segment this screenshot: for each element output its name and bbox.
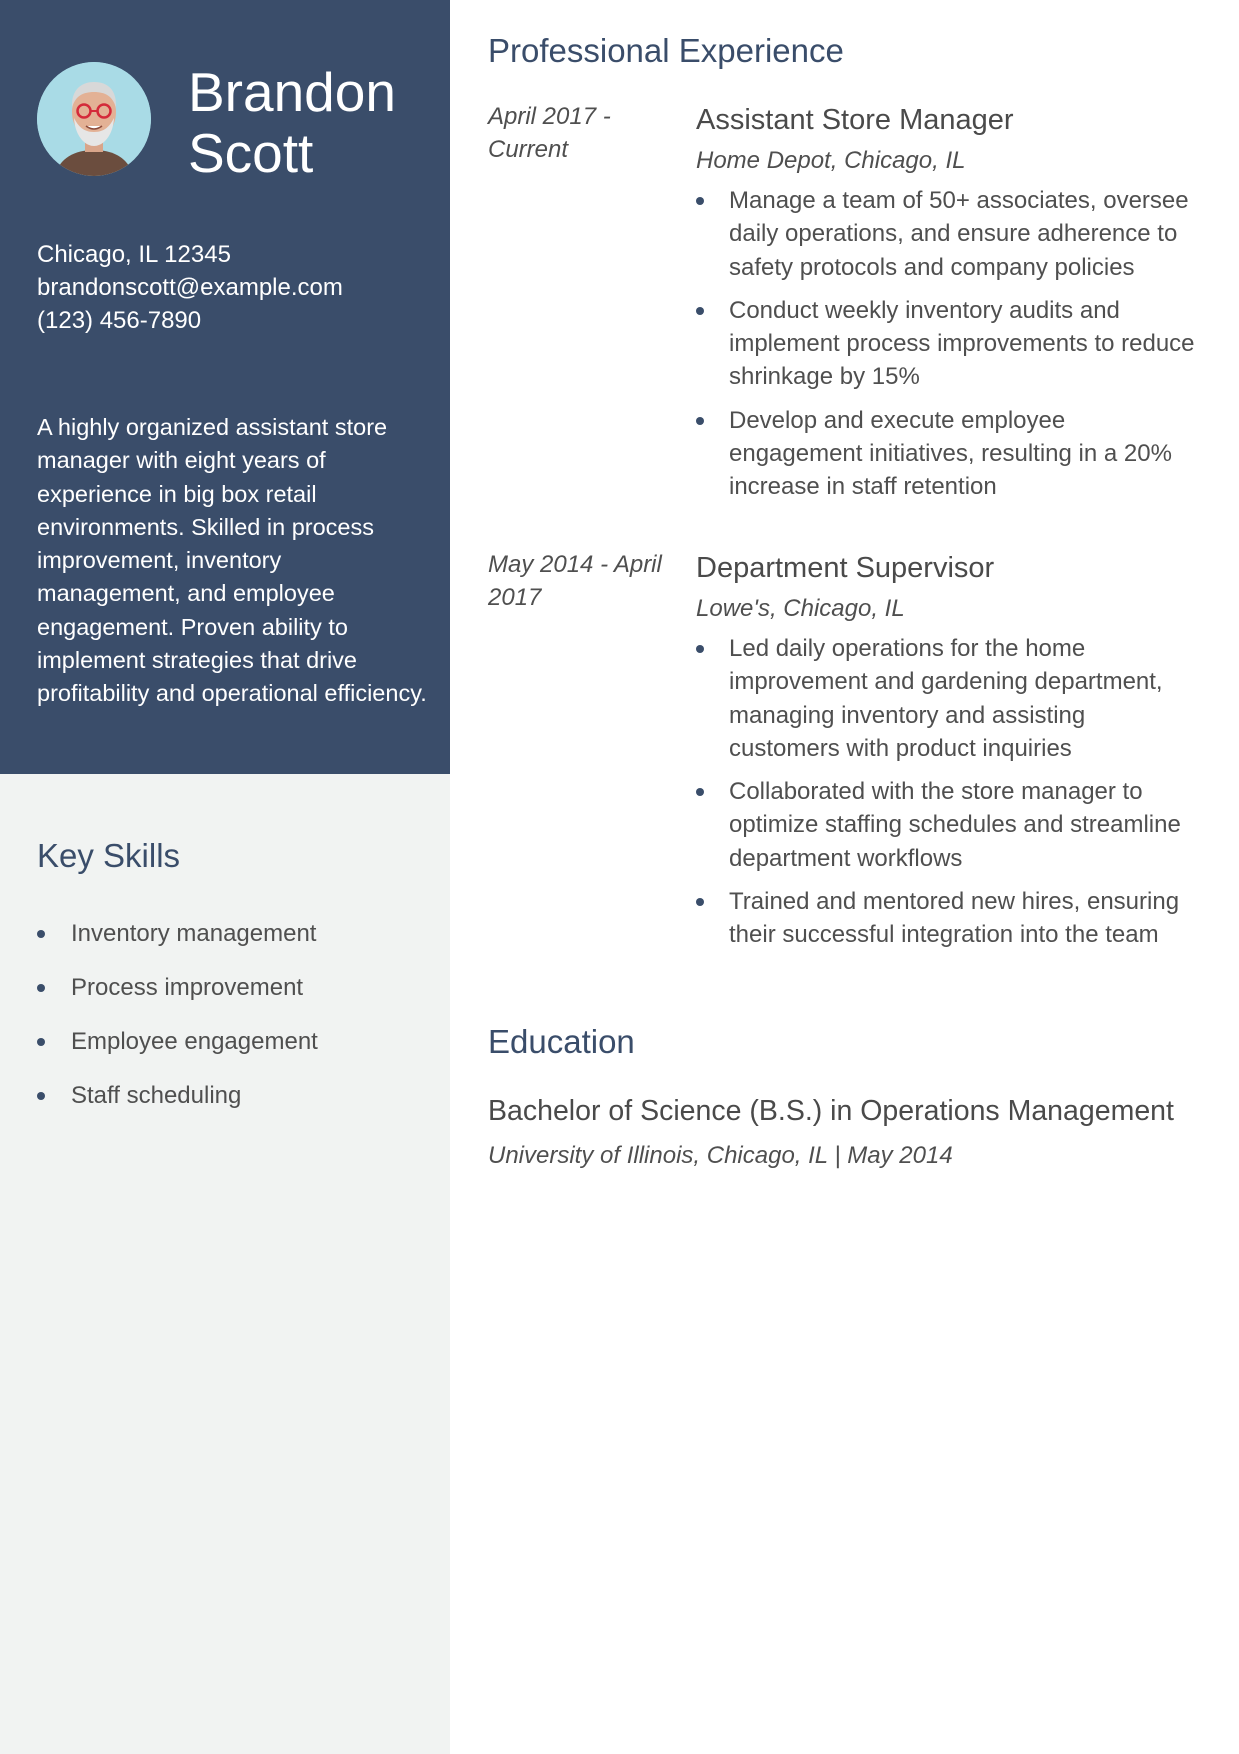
job-details xyxy=(696,548,1196,962)
job-dates: May 2014 - April 2017 xyxy=(488,551,662,611)
bullet-icon xyxy=(696,898,704,906)
skill-label: Inventory management xyxy=(71,920,317,947)
job-title: Assistant Store Manager xyxy=(696,104,1014,136)
job-bullets xyxy=(696,184,1196,504)
experience-heading: Professional Experience xyxy=(488,32,844,69)
job-bullet xyxy=(696,775,1196,875)
contact-info xyxy=(37,238,343,337)
job-bullet-text: Trained and mentored new hires, ensuring their successful integration into the team xyxy=(729,888,1180,949)
job-company: Lowe's, Chicago, IL xyxy=(696,595,905,622)
job-bullet xyxy=(696,294,1196,394)
job-bullet xyxy=(696,885,1196,952)
job-bullets xyxy=(696,632,1196,952)
skills-list xyxy=(37,916,318,1132)
job-bullet xyxy=(696,184,1196,284)
job-bullet-text: Collaborated with the store manager to optimize staffing schedules and streamline department workflows xyxy=(729,778,1181,872)
job-bullet-text: Manage a team of 50+ associates, oversee daily operations, and ensure adherence to safety protocols and company policies xyxy=(729,187,1189,281)
job-bullet-text: Led daily operations for the home improvement and gardening department, managing inventory and assisting customers with product inquiries xyxy=(729,635,1163,762)
job-dates: April 2017 - Current xyxy=(488,103,611,163)
bullet-icon xyxy=(37,1092,45,1100)
skill-item xyxy=(37,970,318,1024)
skill-label: Process improvement xyxy=(71,974,304,1001)
job-company: Home Depot, Chicago, IL xyxy=(696,147,966,174)
phone-text: (123) 456-7890 xyxy=(37,307,202,334)
bullet-icon xyxy=(696,307,704,315)
skills-heading: Key Skills xyxy=(37,837,181,874)
bullet-icon xyxy=(37,1038,45,1046)
job-bullet xyxy=(696,404,1196,504)
bullet-icon xyxy=(696,788,704,796)
bullet-icon xyxy=(696,197,704,205)
profile-summary: A highly organized assistant store manager with eight years of experience in big box retail environments. Skilled in process improvement, inventory management, and employee engagement. Proven ability to implement strategies that drive profitability and operational efficiency. xyxy=(37,414,427,707)
email-text: brandonscott@example.com xyxy=(37,274,343,301)
skill-item xyxy=(37,916,318,970)
job-bullet-text: Conduct weekly inventory audits and implement process improvements to reduce shrinkage by 15% xyxy=(729,296,1195,391)
skill-item xyxy=(37,1024,318,1078)
first-name: Brandon xyxy=(188,61,396,123)
bullet-icon xyxy=(696,417,704,425)
job-bullet xyxy=(696,632,1196,765)
last-name: Scott xyxy=(188,122,314,184)
bullet-icon xyxy=(37,930,45,938)
avatar xyxy=(37,62,151,176)
job-details xyxy=(696,100,1196,514)
skill-label: Employee engagement xyxy=(71,1028,318,1055)
bullet-icon xyxy=(37,984,45,992)
bullet-icon xyxy=(696,645,704,653)
candidate-name xyxy=(188,62,438,184)
job-bullet-text: Develop and execute employee engagement initiatives, resulting in a 20% increase in staff retention xyxy=(729,406,1172,501)
school-info: University of Illinois, Chicago, IL | May 2014 xyxy=(488,1142,953,1169)
education-heading: Education xyxy=(488,1023,635,1060)
profile-panel xyxy=(0,0,450,774)
person-photo-icon xyxy=(37,62,151,176)
sidebar xyxy=(0,0,450,1754)
job-title: Department Supervisor xyxy=(696,552,995,584)
degree-title: Bachelor of Science (B.S.) in Operations Management xyxy=(488,1095,1174,1127)
location-text: Chicago, IL 12345 xyxy=(37,241,231,268)
skill-item xyxy=(37,1078,318,1132)
skill-label: Staff scheduling xyxy=(71,1082,242,1109)
